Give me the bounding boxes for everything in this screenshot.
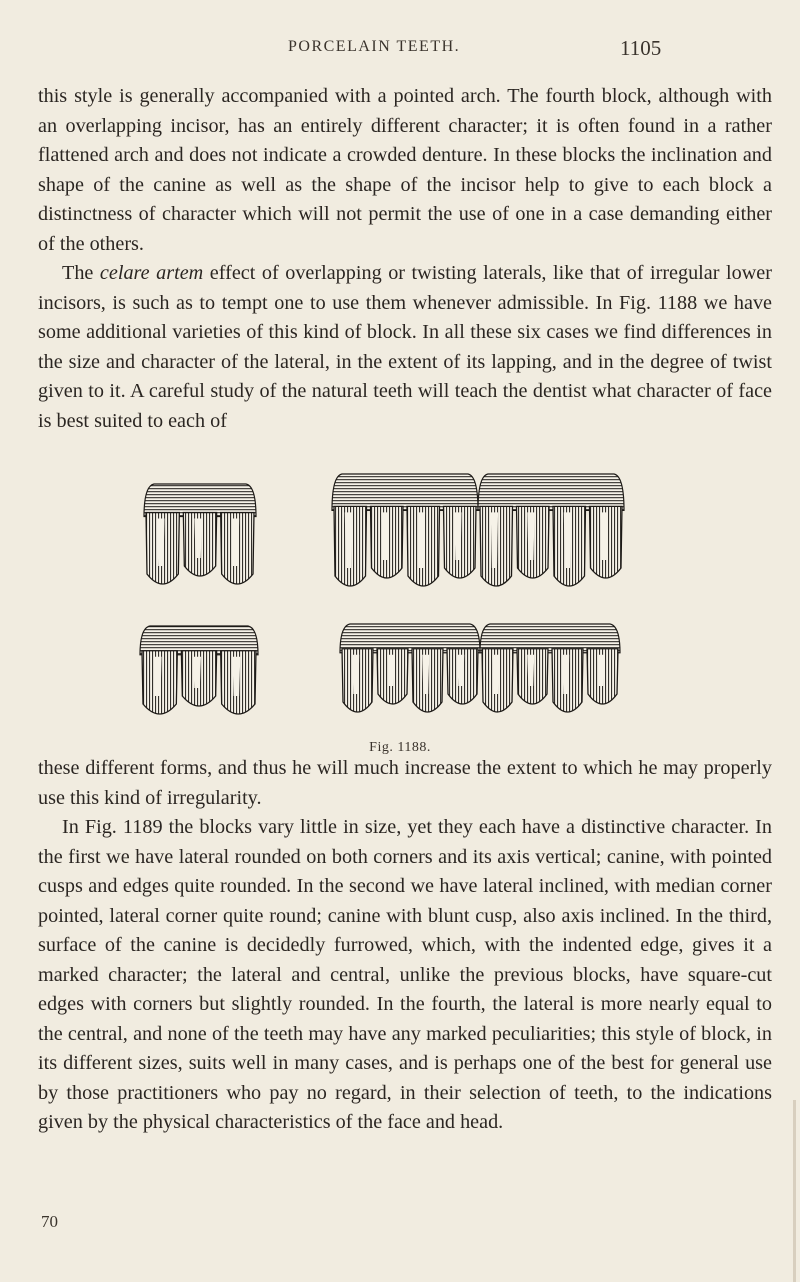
figure-1188-teeth-blocks [110,470,650,732]
signature-mark: 70 [41,1212,58,1231]
paragraph-2 [38,259,772,436]
paragraph-4: In Fig. 1189 the blocks vary little in size, yet they each have a distinctive character. In the first we have lateral rounded on both corners and its axis vertical; canine, with pointed cusps and edges quite rounded. In the second we have lateral inclined, with median corner pointed, lateral corner quite round; canine with blunt cusp, also axis inclined. In the third, surface of the canine is decidedly furrowed, which, with the indented edge, gives it a marked character; the lateral and central, unlike the previous blocks, have square-cut edges with corners but slightly rounded. In the fourth, the lateral is more nearly equal to the central, and none of the teeth may have any marked peculiarities; this style of block, in its different sizes, suits well in many cases, and is perhaps one of the best for general use by those practitioners who pay no regard, in their selection of teeth, to the indications given by the physical characteristics of the face and head. [38,816,772,1133]
teeth-block-6 [480,624,620,712]
paragraph-2-italic-phrase: celare artem [99,262,204,284]
teeth-block-4 [140,626,258,714]
running-head: PORCELAIN TEETH. [288,38,461,55]
paragraph-1: this style is generally accompanied with a pointed arch. The fourth block, although with an overlapping incisor, has an entirely different character; it is often found in a rather flattened arch and does not indicate a crowded denture. In these blocks the inclination and shape of the canine as well as the shape of the incisor help to give to each block a distinctness of character which will not permit the use of one in a case demanding either of the others. [38,85,772,255]
margin-shadow [793,1100,796,1282]
text-block-bottom [38,754,772,1138]
paragraph-2-rest: effect of overlapping or twisting laterals, like that of irregular lower incisors, is such as to tempt one to use them whenever admissible. In Fig. 1188 we have some additional varieties of this kind of block. In all these six cases we find differences in the size and character of the lateral, in the extent of its lapping, and in the degree of twist given to it. A careful study of the natural teeth will teach the dentist what character of face is best suited to each of [38,262,772,432]
teeth-block-1 [144,484,256,584]
teeth-block-3 [478,474,624,586]
paragraph-2-lead: The [62,262,100,284]
teeth-block-5 [340,624,480,712]
paragraph-3: these different forms, and thus he will much increase the extent to which he may properly use this kind of irregularity. [38,757,772,809]
figure-caption: Fig. 1188. [369,740,431,755]
teeth-block-2 [332,474,478,586]
teeth-illustration [110,470,650,732]
text-block-top [38,82,772,436]
page-number: 1105 [620,36,662,60]
page-header [0,36,800,64]
